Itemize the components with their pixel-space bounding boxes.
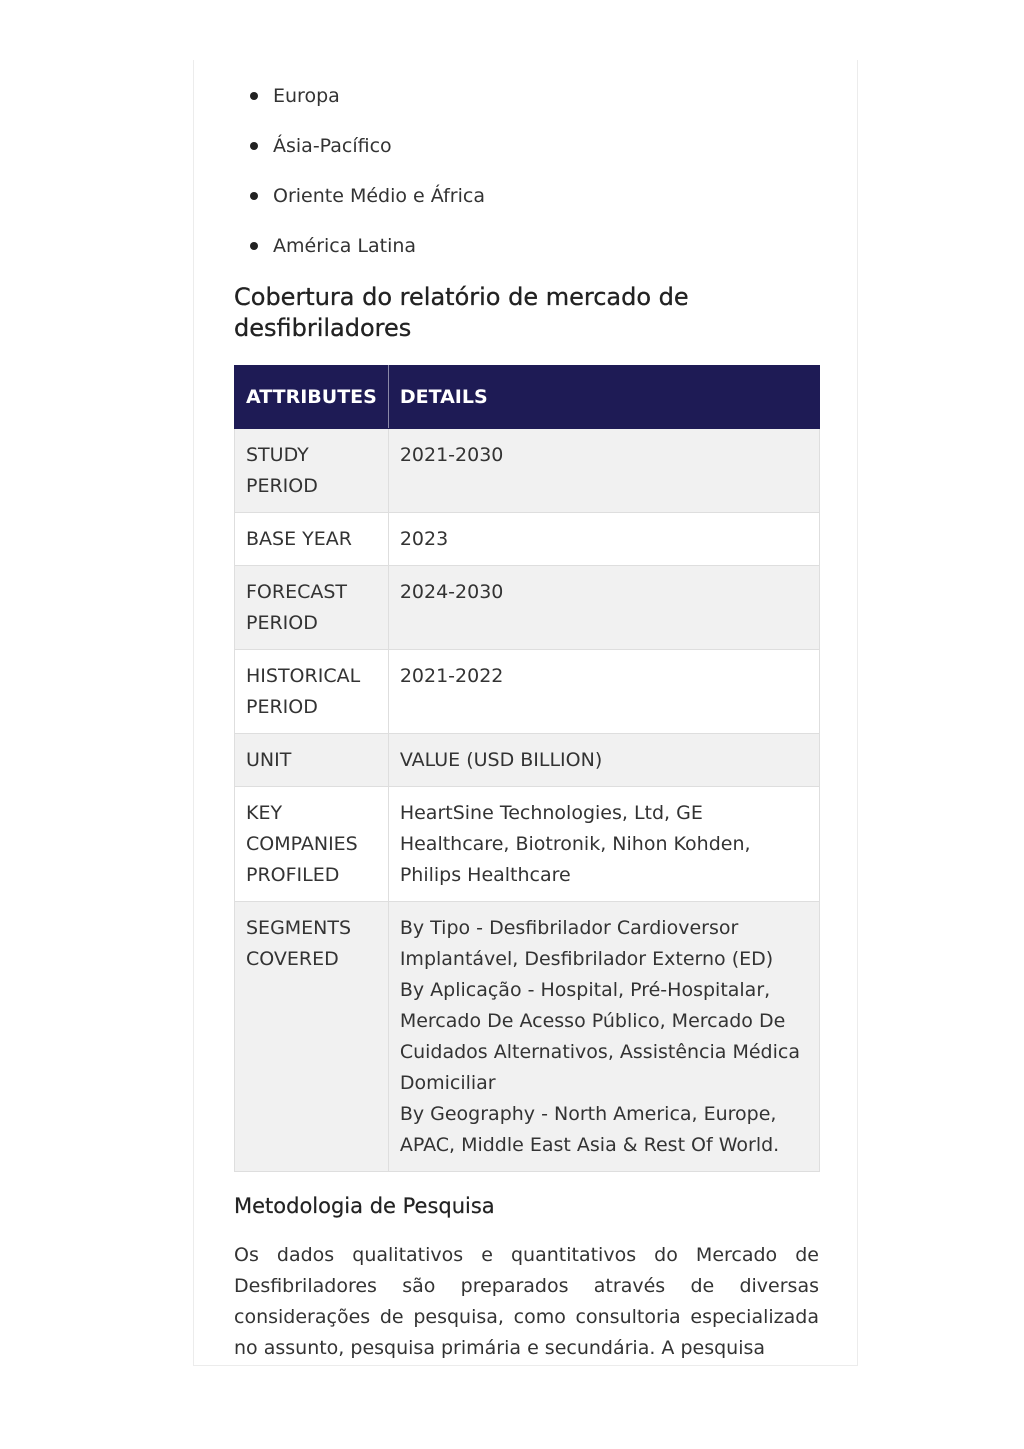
bullet-icon [250, 92, 258, 100]
details-cell: 2023 [388, 513, 819, 566]
table-row [235, 429, 820, 513]
details-cell: 2024-2030 [388, 566, 819, 650]
column-header-details: DETAILS [388, 366, 819, 429]
table-row [235, 650, 820, 734]
attribute-cell: SEGMENTS COVERED [235, 902, 389, 1172]
segment-line: By Tipo - Desfibrilador Cardioversor Implantável, Desfibrilador Externo (ED) [399, 917, 774, 970]
table-row [235, 513, 820, 566]
details-cell: HeartSine Technologies, Ltd, GE Healthcare, Biotronik, Nihon Kohden, Philips Healthcare [388, 787, 819, 902]
table-row [235, 734, 820, 787]
list-item [234, 181, 485, 231]
list-item [234, 231, 485, 281]
column-header-attributes: ATTRIBUTES [235, 366, 389, 429]
bullet-icon [250, 142, 258, 150]
details-cell: VALUE (USD BILLION) [388, 734, 819, 787]
methodology-title: Metodologia de Pesquisa [234, 1194, 495, 1218]
section-title: Cobertura do relatório de mercado de desfibriladores [234, 283, 689, 342]
table-header-row [235, 366, 820, 429]
content-card [193, 60, 858, 1366]
table-row [235, 902, 820, 1172]
table-row [235, 787, 820, 902]
region-label: América Latina [273, 235, 417, 257]
attribute-cell: BASE YEAR [235, 513, 389, 566]
attribute-cell: STUDY PERIOD [235, 429, 389, 513]
segment-line: By Aplicação - Hospital, Pré-Hospitalar, Mercado De Acesso Público, Mercado De Cuidados Alternativos, Assistência Médica Domiciliar [399, 979, 800, 1094]
region-label: Oriente Médio e África [273, 185, 485, 207]
methodology-paragraph: Os dados qualitativos e quantitativos do Mercado de Desfibriladores são preparados através de diversas considerações de pesquisa, como consultoria especializada no assunto, pesquisa primária e secundária. A pesquisa [234, 1244, 819, 1359]
attribute-cell: FORECAST PERIOD [235, 566, 389, 650]
segment-line: By Geography - North America, Europe, APAC, Middle East Asia & Rest Of World. [399, 1103, 780, 1156]
attribute-cell: UNIT [235, 734, 389, 787]
bullet-icon [250, 242, 258, 250]
region-label: Europa [273, 85, 340, 107]
details-cell: 2021-2022 [388, 650, 819, 734]
list-item [234, 81, 485, 131]
region-list [234, 81, 485, 281]
region-label: Ásia-Pacífico [273, 135, 392, 157]
details-cell: 2021-2030 [388, 429, 819, 513]
attribute-cell: HISTORICAL PERIOD [235, 650, 389, 734]
attribute-cell: KEY COMPANIES PROFILED [235, 787, 389, 902]
list-item [234, 131, 485, 181]
details-cell [388, 902, 819, 1172]
table-row [235, 566, 820, 650]
report-coverage-table [234, 365, 820, 1172]
bullet-icon [250, 192, 258, 200]
